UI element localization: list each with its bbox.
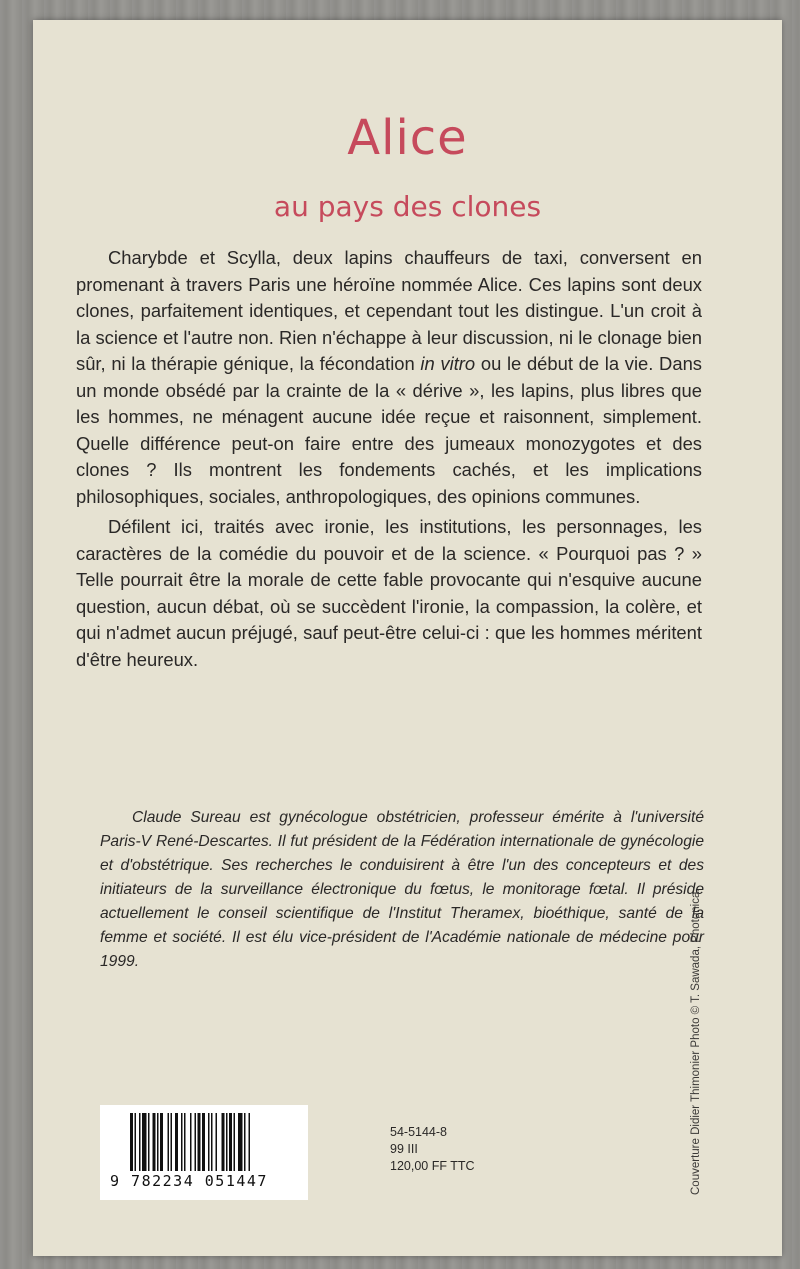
cover-credits: Couverture Didier Thimonier Photo © T. Sawada, Photonica. [690,888,702,1195]
book-title: Alice [347,110,468,166]
blurb-paragraph-1 [76,245,702,510]
blurb-text [76,245,702,673]
price: 120,00 FF TTC [390,1159,475,1173]
pricing-info [390,1124,550,1175]
book-subtitle: au pays des clones [273,190,542,223]
blurb-paragraph-1-italic: in vitro [420,353,476,374]
blurb-paragraph-2: Défilent ici, traités avec ironie, les institutions, les personnages, les caractères de la comédie du pouvoir et de la science. « Pourquoi pas ? » Telle pourrait être la morale de cette fable provocante qui n'esquive aucune question, aucun débat, où se succèdent l'ironie, la compassion, la colère, et qui n'admet aucun préjugé, sauf peut-être celui-ci : que les hommes méritent d'être heureux. [76,516,702,670]
catalog-code: 54-5144-8 [390,1125,447,1139]
blurb-paragraph-1-end: ou le début de la vie. Dans un monde obsédé par la crainte de la « dérive », les lapins, plus libres que les hommes, ne ménagent aucune idée reçue et raisonnent, simplement. Quelle différence peut-on faire entre des jumeaux monozygotes et des clones ? Ils montrent les fondements cachés, et les implications philosophiques, sociales, anthropologiques, des opinions communes. [76,353,702,507]
blurb-paragraph-1-start: Charybde et Scylla, deux lapins chauffeurs de taxi, conversent en promenant à travers Paris une héroïne nommée Alice. Ces lapins sont deux clones, parfaitement identiques, et cependant tout les distingue. L'un croit à la science et l'autre non. Rien n'échappe à leur discussion, ni le clonage bien sûr, ni la thérapie génique, la fécondation [76,247,702,374]
barcode [100,1105,308,1200]
edition-code: 99 III [390,1142,418,1156]
author-bio: Claude Sureau est gynécologue obstétricien, professeur émérite à l'université Paris-V René-Descartes. Il fut président de la Fédération internationale de gynécologie et d'obstétrique. Ses recherches le conduisirent à être l'un des concepteurs et des initiateurs de la surveillance électronique du fœtus, le monitorage fœtal. Il préside actuellement le conseil scientifique de l'Institut Theramex, bioéthique, santé de la femme et société. Il est élu vice-président de l'Académie nationale de médecine pour 1999. [100,809,704,970]
barcode-number: 9 782234 051447 [110,1172,268,1190]
